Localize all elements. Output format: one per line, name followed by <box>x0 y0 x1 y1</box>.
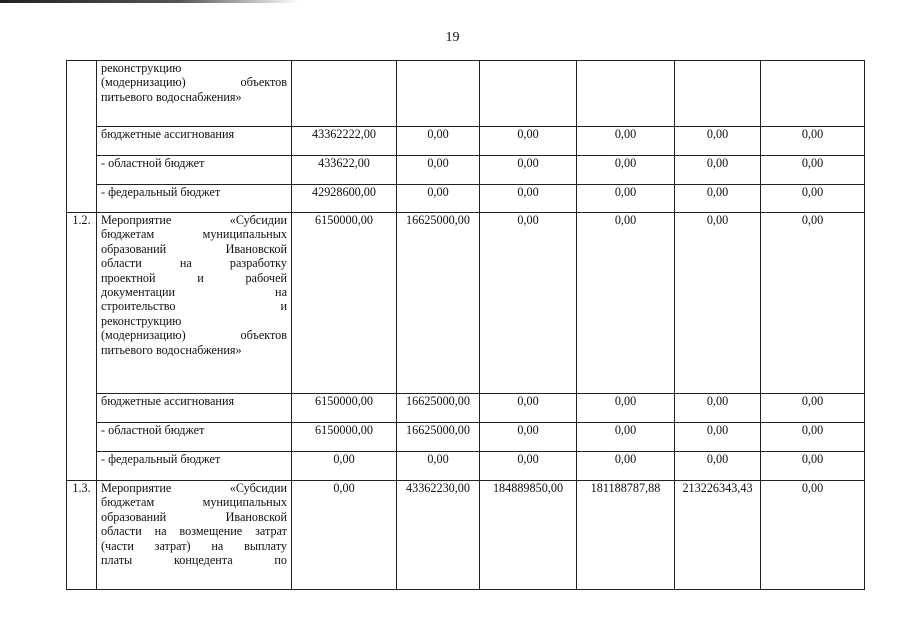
value-cell: 0,00 <box>577 127 675 156</box>
value-cell: 0,00 <box>292 452 397 481</box>
value-cell: 42928600,00 <box>292 185 397 213</box>
row-label: бюджетные ассигнования <box>97 127 292 156</box>
row-number: 1.3. <box>67 481 97 590</box>
row-label: - областной бюджет <box>97 156 292 185</box>
row-label: - федеральный бюджет <box>97 185 292 213</box>
value-cell: 6150000,00 <box>292 213 397 394</box>
value-cell: 16625000,00 <box>397 423 480 452</box>
row-number-cell <box>67 61 97 213</box>
description-line: питьевого водоснабжения» <box>101 89 242 104</box>
value-cell: 43362222,00 <box>292 127 397 156</box>
value-cell: 16625000,00 <box>397 213 480 394</box>
value-cell: 0,00 <box>577 156 675 185</box>
description-line: (модернизацию) объектов <box>101 75 287 90</box>
value-cell: 0,00 <box>480 213 577 394</box>
description-line: документации на <box>101 285 287 300</box>
value-cell: 0,00 <box>761 394 865 423</box>
table-row <box>67 481 865 590</box>
value-cell: 0,00 <box>480 452 577 481</box>
value-cell: 0,00 <box>480 156 577 185</box>
value-cell: 0,00 <box>761 452 865 481</box>
value-cell: 0,00 <box>577 213 675 394</box>
value-cell: 0,00 <box>480 127 577 156</box>
value-cell: 0,00 <box>480 185 577 213</box>
value-cell: 0,00 <box>675 394 761 423</box>
description-line: образований Ивановской <box>101 509 287 524</box>
value-cell: 0,00 <box>761 213 865 394</box>
scan-edge-line <box>0 0 300 3</box>
value-cell: 6150000,00 <box>292 394 397 423</box>
row-label: бюджетные ассигнования <box>97 394 292 423</box>
description-line: реконструкцию <box>101 61 182 75</box>
table-row <box>67 423 865 452</box>
value-cell: 0,00 <box>675 185 761 213</box>
description-line: области на разработку <box>101 256 287 271</box>
description-line: Мероприятие «Субсидии <box>101 481 287 495</box>
value-cell: 0,00 <box>480 423 577 452</box>
row-number: 1.2. <box>67 213 97 481</box>
value-cell <box>292 61 397 127</box>
value-cell: 0,00 <box>761 423 865 452</box>
description-cell <box>97 481 292 590</box>
value-cell: 181188787,88 <box>577 481 675 590</box>
description-line: питьевого водоснабжения» <box>101 342 242 357</box>
value-cell: 43362230,00 <box>397 481 480 590</box>
value-cell: 0,00 <box>397 127 480 156</box>
value-cell: 0,00 <box>675 127 761 156</box>
table-row <box>67 156 865 185</box>
value-cell: 213226343,43 <box>675 481 761 590</box>
value-cell: 0,00 <box>292 481 397 590</box>
page-number: 19 <box>445 30 460 45</box>
value-cell: 0,00 <box>577 452 675 481</box>
description-line: строительство и <box>101 299 287 314</box>
row-label: - областной бюджет <box>97 423 292 452</box>
description-line: платы концедента по <box>101 553 287 568</box>
value-cell: 0,00 <box>675 452 761 481</box>
description-line: бюджетам муниципальных <box>101 495 287 510</box>
value-cell <box>675 61 761 127</box>
value-cell: 0,00 <box>397 452 480 481</box>
value-cell <box>480 61 577 127</box>
value-cell <box>397 61 480 127</box>
description-line: бюджетам муниципальных <box>101 227 287 242</box>
budget-table <box>66 60 865 590</box>
description-cell <box>97 61 292 127</box>
description-line: области на возмещение затрат <box>101 524 287 539</box>
value-cell: 6150000,00 <box>292 423 397 452</box>
value-cell: 0,00 <box>577 423 675 452</box>
value-cell <box>761 61 865 127</box>
description-line: (модернизацию) объектов <box>101 328 287 343</box>
value-cell: 0,00 <box>480 394 577 423</box>
description-line: (части затрат) на выплату <box>101 538 287 553</box>
value-cell: 0,00 <box>761 127 865 156</box>
value-cell: 184889850,00 <box>480 481 577 590</box>
table-row <box>67 61 865 127</box>
value-cell: 0,00 <box>761 481 865 590</box>
value-cell: 0,00 <box>675 156 761 185</box>
table-row <box>67 185 865 213</box>
row-label: - федеральный бюджет <box>97 452 292 481</box>
value-cell: 0,00 <box>761 185 865 213</box>
description-line: реконструкцию <box>101 313 182 328</box>
value-cell: 0,00 <box>397 185 480 213</box>
value-cell: 16625000,00 <box>397 394 480 423</box>
value-cell: 0,00 <box>761 156 865 185</box>
description-line: проектной и рабочей <box>101 270 287 285</box>
table-row <box>67 394 865 423</box>
value-cell: 0,00 <box>675 213 761 394</box>
description-line: Мероприятие «Субсидии <box>101 213 287 227</box>
value-cell: 0,00 <box>577 185 675 213</box>
value-cell: 0,00 <box>577 394 675 423</box>
value-cell: 433622,00 <box>292 156 397 185</box>
table-row <box>67 213 865 394</box>
value-cell: 0,00 <box>675 423 761 452</box>
table-row <box>67 127 865 156</box>
description-cell <box>97 213 292 394</box>
value-cell: 0,00 <box>397 156 480 185</box>
description-line: образований Ивановской <box>101 241 287 256</box>
table-row <box>67 452 865 481</box>
value-cell <box>577 61 675 127</box>
